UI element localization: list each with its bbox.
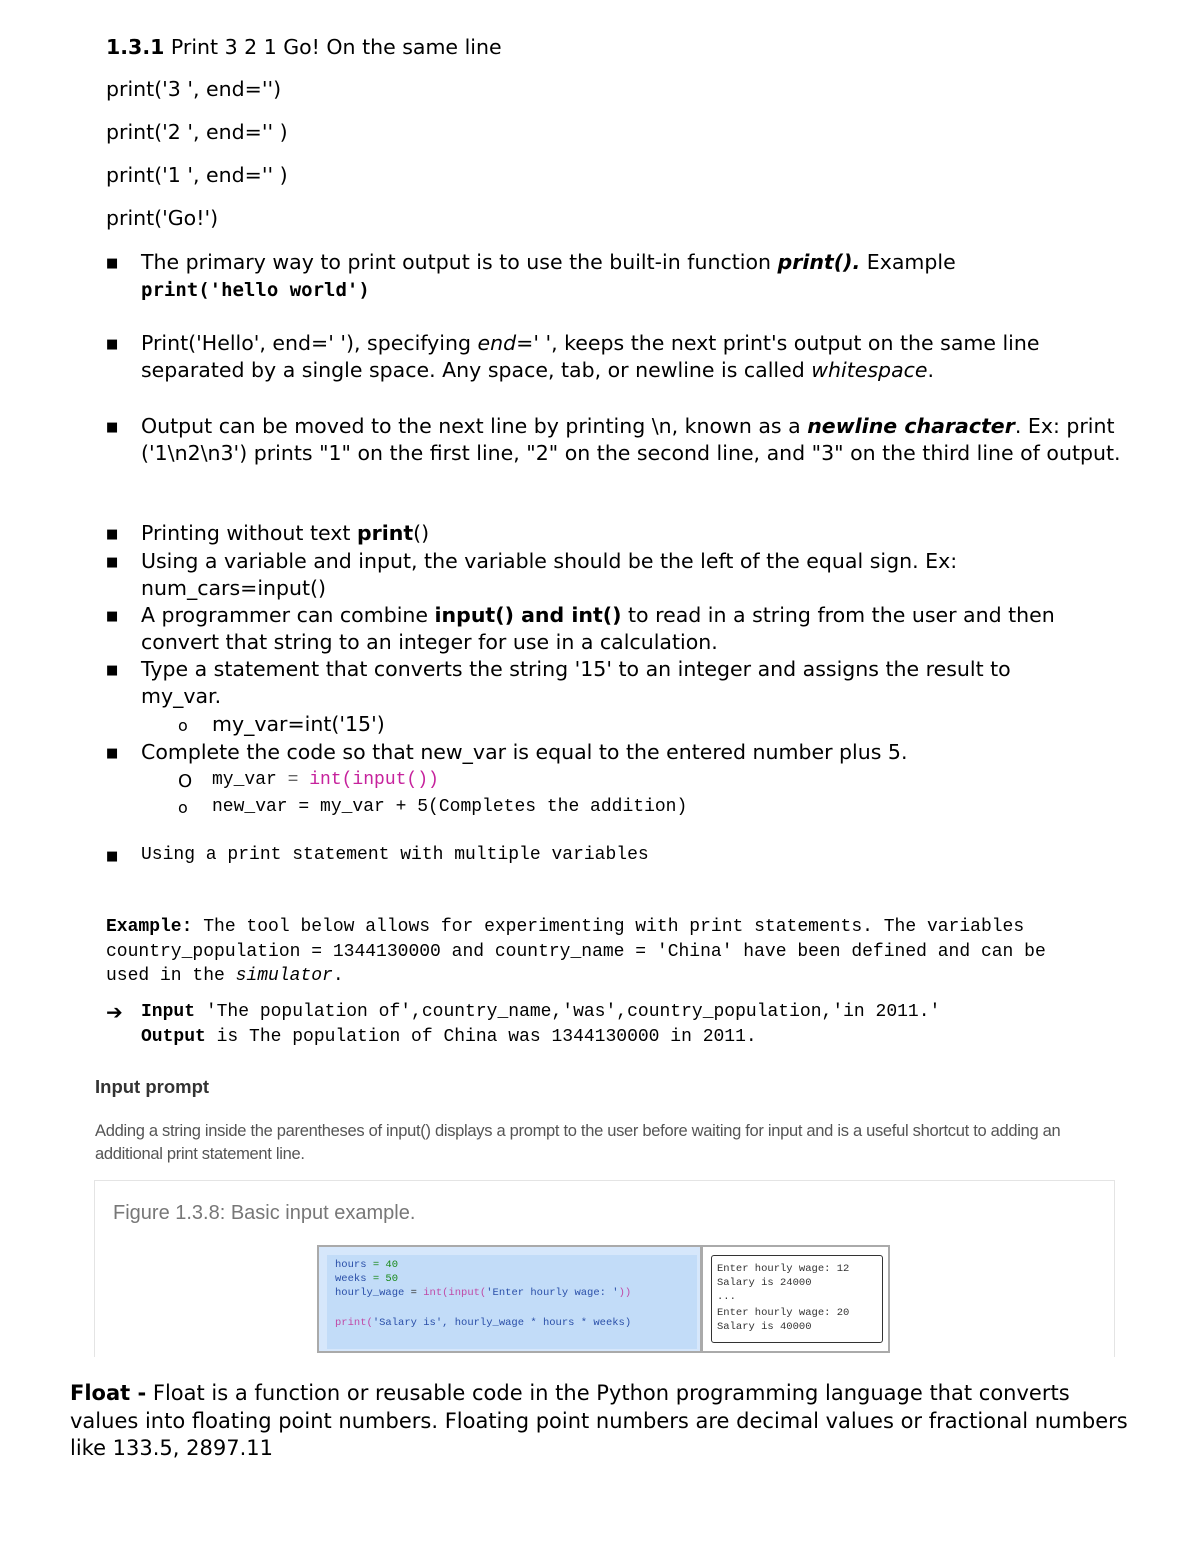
- bullet-print-empty: Printing without text print(): [141, 521, 430, 545]
- bullet-print-intro: The primary way to print output is to use the built-in function print(). Example print('hello world'): [141, 250, 956, 301]
- bullet-marker: ■: [106, 663, 119, 678]
- figure-caption: Figure 1.3.8: Basic input example.: [113, 1202, 416, 1224]
- code-new-var: new_var = my_var + 5(Completes the addition): [212, 797, 688, 817]
- bullet-variable-input: Using a variable and input, the variable should be the left of the equal sign. Ex: num_cars=input(): [141, 549, 958, 600]
- output-line: Enter hourly wage: 20: [717, 1307, 850, 1319]
- code-line: print('Salary is', hourly_wage * hours * weeks): [335, 1317, 632, 1329]
- bullet-marker: ■: [106, 555, 119, 570]
- example-io: Input 'The population of',country_name,'was',country_population,'in 2011.' Output is The population of China was 1344130000 in 2011.: [141, 1002, 941, 1047]
- sub-marker: o: [178, 716, 188, 735]
- code-line-1: print('3 ', end=''): [106, 77, 282, 101]
- arrow-icon: ➔: [106, 1000, 123, 1024]
- float-definition: Float - Float is a function or reusable code in the Python programming language that converts values into floating point numbers. Floating point numbers are decimal values or fractional numbers like 133.5, 2897.11: [70, 1381, 1128, 1460]
- answer-my-var: my_var=int('15'): [212, 712, 385, 736]
- input-prompt-heading: Input prompt: [95, 1076, 210, 1097]
- bullet-marker: ■: [106, 420, 119, 435]
- section-heading: [106, 34, 502, 61]
- code-line: hours = 40: [335, 1259, 399, 1271]
- console-output: [711, 1255, 883, 1343]
- bullet-end-param: Print('Hello', end=' '), specifying end=' ', keeps the next print's output on the same line separated by a single space. Any space, tab, or newline is called whitespace.: [141, 331, 1040, 382]
- section-number: 1.3.1: [106, 35, 165, 59]
- code-area: [327, 1255, 697, 1349]
- bullet-convert-15: Type a statement that converts the string '15' to an integer and assigns the result to my_var.: [141, 657, 1011, 708]
- code-line-4: print('Go!'): [106, 206, 219, 230]
- sub-marker: o: [178, 798, 188, 817]
- input-prompt-paragraph: Adding a string inside the parentheses of input() displays a prompt to the user before waiting for input and is a useful shortcut to adding an additional print statement line.: [95, 1122, 1061, 1163]
- output-line: Salary is 40000: [717, 1321, 812, 1333]
- bullet-new-var: Complete the code so that new_var is equal to the entered number plus 5.: [141, 740, 908, 764]
- bullet-marker: ■: [106, 337, 119, 352]
- bullet-marker: ■: [106, 527, 119, 542]
- bullet-marker: ■: [106, 256, 119, 271]
- bullet-input-int: A programmer can combine input() and int() to read in a string from the user and then convert that string to an integer for use in a calculation.: [141, 603, 1055, 654]
- sub-marker: O: [178, 771, 193, 792]
- print-example: print('hello world'): [141, 279, 370, 301]
- example-paragraph: Example: The tool below allows for experimenting with print statements. The variables country_population = 1344130000 and country_name = 'China' have been defined and can be used in the simulator.: [106, 917, 1046, 986]
- section-title: Print 3 2 1 Go! On the same line: [170, 35, 502, 59]
- bullet-marker: ■: [106, 849, 119, 864]
- output-line: ...: [717, 1291, 736, 1303]
- code-line: hourly_wage = int(input('Enter hourly wage: ')): [335, 1287, 632, 1299]
- code-line-3: print('1 ', end='' ): [106, 163, 288, 187]
- output-pane: [702, 1245, 890, 1353]
- code-line-2: print('2 ', end='' ): [106, 120, 288, 144]
- bullet-marker: ■: [106, 746, 119, 761]
- code-line: weeks = 50: [335, 1273, 399, 1285]
- code-my-var-input: my_var = int(input()): [212, 770, 439, 790]
- bullet-marker: ■: [106, 609, 119, 624]
- code-pane: [317, 1245, 702, 1353]
- bullet-multiple-variables: Using a print statement with multiple variables: [141, 845, 649, 865]
- bullet-newline: Output can be moved to the next line by printing \n, known as a newline character. Ex: print ('1\n2\n3') prints "1" on the first line, "2" on the second line, and "3" on the third line of output.: [141, 414, 1121, 465]
- output-line: Salary is 24000: [717, 1277, 812, 1289]
- output-line: Enter hourly wage: 12: [717, 1263, 850, 1275]
